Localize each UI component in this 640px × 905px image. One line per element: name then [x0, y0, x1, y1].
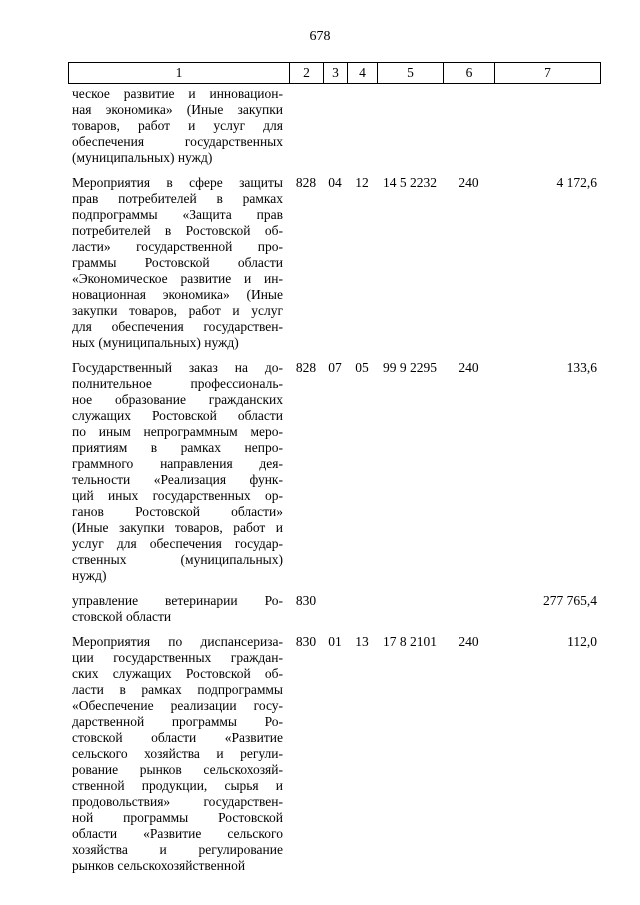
row-name [68, 593, 289, 625]
row-name [68, 86, 289, 166]
expense-type: 240 [458, 175, 479, 190]
ministry-code [289, 86, 323, 166]
amount: 133,6 [566, 360, 597, 375]
row-name-line: управление ветеринарии Ро- [72, 593, 283, 608]
column-header-row [69, 63, 601, 84]
section-code: 04 [328, 175, 342, 190]
row-spacer [68, 584, 600, 593]
subsection-code: 12 [355, 175, 369, 190]
amount: 277 765,4 [543, 593, 597, 608]
row-name-line: тельности «Реализация функ- [72, 472, 283, 487]
row-name-line: товаров, работ и услуг для [72, 118, 283, 133]
row-name-line: ласти в рамках подпрограммы [72, 682, 283, 697]
row-name-line: дарственной программы Ро- [72, 714, 283, 729]
row-name-line: новационная экономика» (Иные [72, 287, 283, 302]
ministry-code: 830 [295, 634, 317, 649]
row-name-line: ная экономика» (Иные закупки [72, 102, 283, 117]
target-article: 14 5 2232 [383, 175, 437, 190]
row-name-line: потребителей в Ростовской об- [72, 223, 283, 238]
row-spacer-cell [68, 166, 600, 175]
row-name-line: обеспечения государственных [72, 134, 283, 149]
row-spacer [68, 166, 600, 175]
column-header: 1 [69, 63, 290, 84]
row-name-line: прав потребителей в рамках [72, 191, 283, 206]
subsection-code: 05 [355, 360, 369, 375]
row-spacer [68, 351, 600, 360]
row-name-line: нужд) [72, 568, 107, 583]
row-name-line: стовской области [72, 609, 172, 624]
row-name-line: Мероприятия по диспансериза- [72, 634, 283, 649]
section-code: 01 [328, 634, 342, 649]
target-article: 17 8 2101 [383, 634, 437, 649]
row-name [68, 360, 289, 584]
amount: 4 172,6 [556, 175, 597, 190]
column-header: 6 [444, 63, 495, 84]
row-name-line: (муниципальных) нужд) [72, 150, 213, 165]
row-spacer-cell [68, 625, 600, 634]
column-header: 3 [324, 63, 348, 84]
row-name-line: ное образование гражданских [72, 392, 283, 407]
row-name-line: продовольствия» государствен- [72, 794, 283, 809]
row-name-line: ции государственных граждан- [72, 650, 283, 665]
column-header: 2 [290, 63, 324, 84]
table-row [68, 634, 600, 874]
row-spacer [68, 625, 600, 634]
row-name-line: ственных (муниципальных) [72, 552, 283, 567]
budget-table [68, 86, 600, 874]
ministry-code: 828 [295, 360, 317, 375]
section-code [323, 593, 347, 625]
row-name-line: (Иные закупки товаров, работ и [72, 520, 283, 535]
column-header-table [68, 62, 601, 84]
table-row [68, 86, 600, 166]
row-spacer-cell [68, 351, 600, 360]
row-name [68, 175, 289, 351]
row-name-line: ственной продукции, сырья и [72, 778, 283, 793]
subsection-code [347, 86, 377, 166]
row-name-line: хозяйства и регулирование [72, 842, 283, 857]
row-name-line: ласти» государственной про- [72, 239, 283, 254]
ministry-code: 828 [295, 175, 317, 190]
target-article [377, 593, 443, 625]
row-name-line: ных (муниципальных) нужд) [72, 335, 239, 350]
row-name-line: Государственный заказ на до- [72, 360, 283, 375]
expense-type [443, 86, 494, 166]
row-name-line: области «Развитие сельского [72, 826, 283, 841]
row-name-line: Мероприятия в сфере защиты [72, 175, 283, 190]
row-name-line: полнительное профессиональ- [72, 376, 283, 391]
row-name-line: ческое развитие и инновацион- [72, 86, 283, 101]
row-name-line: подпрограммы «Защита прав [72, 207, 283, 222]
amount: 112,0 [567, 634, 597, 649]
row-name-line: для обеспечения государствен- [72, 319, 283, 334]
table-row [68, 175, 600, 351]
row-name-line: сельского хозяйства и регули- [72, 746, 283, 761]
row-name-line: «Обеспечение реализации госу- [72, 698, 283, 713]
column-header: 4 [348, 63, 378, 84]
row-name [68, 634, 289, 874]
expense-type [443, 593, 494, 625]
row-name-line: ций иных государственных ор- [72, 488, 283, 503]
column-header: 7 [495, 63, 601, 84]
row-name-line: служащих Ростовской области [72, 408, 283, 423]
row-name-line: «Экономическое развитие и ин- [72, 271, 283, 286]
row-name-line: приятиям в рамках непро- [72, 440, 283, 455]
table-row [68, 593, 600, 625]
ministry-code: 830 [295, 593, 317, 608]
expense-type: 240 [458, 634, 479, 649]
row-name-line: ной программы Ростовской [72, 810, 283, 825]
subsection-code [347, 593, 377, 625]
target-article [377, 86, 443, 166]
row-name-line: рование рынков сельскохозяй- [72, 762, 283, 777]
row-name-line: ганов Ростовской области» [72, 504, 283, 519]
section-code: 07 [328, 360, 342, 375]
row-name-line: ских служащих Ростовской об- [72, 666, 283, 681]
target-article: 99 9 2295 [383, 360, 437, 375]
expense-type: 240 [458, 360, 479, 375]
amount [494, 86, 600, 166]
row-name-line: по иным непрограммным меро- [72, 424, 283, 439]
row-name-line: закупки товаров, работ и услуг [72, 303, 283, 318]
table-row [68, 360, 600, 584]
row-name-line: граммного направления дея- [72, 456, 283, 471]
column-header: 5 [378, 63, 444, 84]
row-name-line: услуг для обеспечения государ- [72, 536, 283, 551]
page-number: 678 [309, 29, 331, 44]
row-name-line: рынков сельскохозяйственной [72, 858, 246, 873]
section-code [323, 86, 347, 166]
row-name-line: стовской области «Развитие [72, 730, 283, 745]
row-name-line: граммы Ростовской области [72, 255, 283, 270]
row-spacer-cell [68, 584, 600, 593]
subsection-code: 13 [355, 634, 369, 649]
